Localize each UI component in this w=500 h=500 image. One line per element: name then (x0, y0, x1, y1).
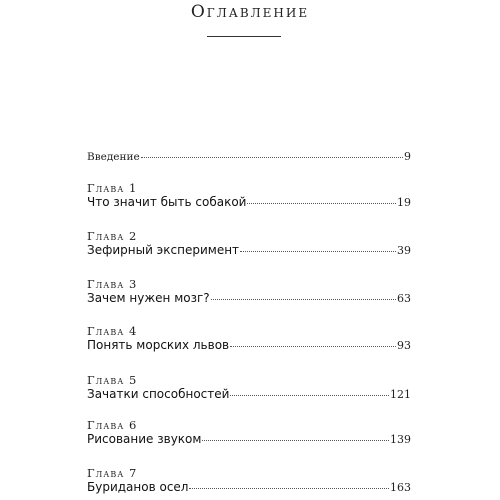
chapter-label: Глава 5 (87, 373, 138, 387)
title-divider (207, 36, 281, 37)
chapter-title: Что значит быть собакой (87, 195, 247, 209)
chapter-entry-3[interactable] (87, 277, 411, 305)
chapter-entry-4[interactable] (87, 324, 411, 352)
chapter-row (87, 291, 411, 305)
dot-leader (240, 251, 396, 252)
toc-entry-title: Введение (87, 151, 140, 163)
dot-leader (189, 488, 389, 489)
chapter-label: Глава 4 (87, 324, 138, 338)
chapter-title: Зефирный эксперимент (87, 243, 240, 257)
dot-leader (247, 203, 396, 204)
dot-leader (211, 299, 396, 300)
chapter-row (87, 432, 411, 446)
chapter-row (87, 243, 411, 257)
table-of-contents (87, 150, 411, 494)
chapter-title: Рисование звуком (87, 432, 202, 446)
chapter-entry-5[interactable] (87, 373, 411, 401)
chapter-title: Зачем нужен мозг? (87, 291, 210, 305)
chapter-row (87, 480, 411, 494)
chapter-page: 139 (390, 433, 411, 446)
chapter-page: 63 (397, 292, 411, 305)
chapter-row (87, 387, 411, 401)
chapter-label: Глава 6 (87, 418, 138, 432)
chapter-title: Буриданов осел (87, 480, 189, 494)
toc-entry-page: 9 (404, 150, 411, 163)
chapter-row (87, 338, 411, 352)
chapter-page: 93 (397, 339, 411, 352)
page-title: Оглавление (190, 2, 310, 22)
dot-leader (230, 395, 389, 396)
chapter-page: 163 (390, 481, 411, 494)
chapter-label: Глава 3 (87, 277, 138, 291)
dot-leader (141, 157, 403, 158)
toc-entry-intro[interactable] (87, 150, 411, 170)
chapter-entry-6[interactable] (87, 418, 411, 446)
chapter-label: Глава 7 (87, 466, 138, 480)
chapter-label: Глава 2 (87, 229, 138, 243)
chapter-title: Зачатки способностей (87, 387, 230, 401)
chapter-label: Глава 1 (87, 181, 138, 195)
chapter-entry-1[interactable] (87, 181, 411, 209)
chapter-page: 19 (397, 196, 411, 209)
chapter-page: 39 (397, 244, 411, 257)
dot-leader (230, 346, 396, 347)
chapter-page: 121 (390, 388, 411, 401)
chapter-title: Понять морских львов (87, 338, 230, 352)
dot-leader (202, 440, 389, 441)
chapter-entry-2[interactable] (87, 229, 411, 257)
chapter-entry-7[interactable] (87, 466, 411, 494)
chapter-row (87, 195, 411, 209)
